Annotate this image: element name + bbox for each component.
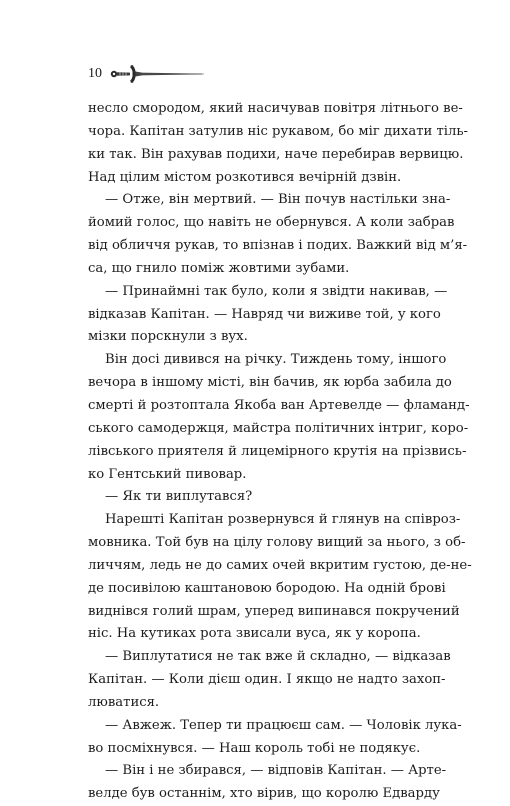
- text-line: са, що гнило поміж жовтими зубами.: [88, 260, 350, 276]
- text-line: ського самодержця, майстра політичних інтриг, коро-: [88, 420, 469, 436]
- text-line: мізки порскнули з вух.: [88, 329, 248, 345]
- text-line: — Авжеж. Тепер ти працюєш сам. — Чоловік лука-: [105, 717, 462, 733]
- text-line: ніс. На кутиках рота звисали вуса, як у коропа.: [88, 626, 421, 642]
- text-line: Нарешті Капітан розвернувся й глянув на співроз-: [105, 512, 461, 528]
- paragraph: [88, 760, 447, 806]
- dagger-ornament-icon: [110, 64, 206, 84]
- text-line: ки так. Він рахував подихи, наче перебирав вервицю.: [88, 146, 464, 162]
- text-line: де посивілою каштановою бородою. На одній брові: [88, 580, 446, 596]
- paragraph: [88, 646, 451, 715]
- text-line: — Отже, він мертвий. — Він почув настільки зна-: [105, 192, 451, 208]
- body-text: [88, 98, 472, 806]
- paragraph: [88, 715, 462, 761]
- text-line: чора. Капітан затулив ніс рукавом, бо міг дихати тіль-: [88, 123, 469, 139]
- text-line: відказав Капітан. — Навряд чи виживе той, у кого: [88, 306, 441, 322]
- text-line: ко Гентський пивовар.: [88, 466, 247, 482]
- text-line: — Виплутатися не так вже й складно, — відказав: [105, 649, 451, 665]
- paragraph: [88, 349, 470, 486]
- text-line: — Він і не збирався, — відповів Капітан. — Арте-: [105, 763, 447, 779]
- paragraph: [88, 281, 448, 350]
- text-line: Капітан. — Коли дієш один. І якщо не надто захоп-: [88, 672, 446, 688]
- text-line: Над цілим містом розкотився вечірній дзвін.: [88, 169, 402, 185]
- text-line: йомий голос, що навіть не обернувся. А коли забрав: [88, 215, 455, 231]
- text-line: вечора в іншому місті, він бачив, як юрба забила до: [88, 375, 452, 391]
- paragraph: [88, 189, 468, 280]
- text-line: — Як ти виплутався?: [105, 489, 253, 505]
- text-line: виднівся голий шрам, уперед випинався покручений: [88, 603, 460, 619]
- text-line: люватися.: [88, 694, 160, 710]
- text-line: велде був останнім, хто вірив, що королю Едварду: [88, 786, 440, 802]
- text-line: Він досі дивився на річку. Тиждень тому, іншого: [105, 352, 447, 368]
- text-line: від обличчя рукав, то впізнав і подих. Важкий від м’я-: [88, 238, 468, 254]
- running-header: [88, 62, 206, 86]
- paragraph: [88, 509, 472, 646]
- text-line: несло смородом, який насичував повітря літнього ве-: [88, 101, 463, 116]
- text-line: смерті й розтоптала Якоба ван Артевелде — фламанд-: [88, 397, 470, 413]
- text-line: во посміхнувся. — Наш король тобі не подякує.: [88, 740, 421, 756]
- paragraph: [88, 486, 439, 509]
- text-line: — Принаймні так було, коли я звідти накивав, —: [105, 283, 448, 299]
- paragraph: [88, 98, 469, 189]
- page-number: 10: [88, 66, 102, 81]
- text-line: личчям, ледь не до самих очей вкритим густою, де-не-: [88, 557, 472, 573]
- text-line: лівського приятеля й лицемірного крутія на прізвись-: [88, 443, 467, 459]
- text-line: мовника. Той був на цілу голову вищий за нього, з об-: [88, 535, 466, 551]
